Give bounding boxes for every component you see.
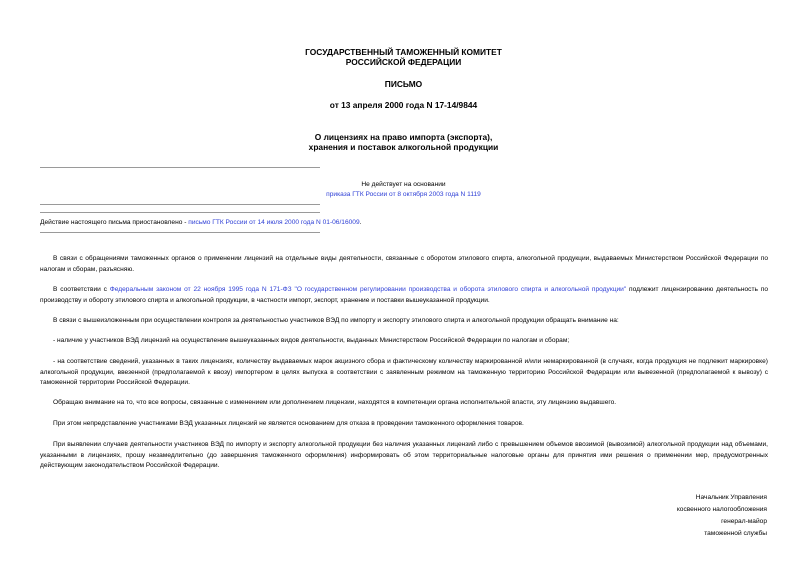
document-title-line-1: О лицензиях на право импорта (экспорта), (314, 132, 493, 142)
status-notice-link[interactable]: приказа ГТК России от 8 октября 2003 года N 1119 (326, 191, 481, 198)
body-paragraph-3: В связи с вышеизложенным при осуществлении контроля за деятельностью участников ВЭД по импорту и экспорту этилового спирта и алкогольной продукции обращать внимание на: (53, 317, 619, 324)
paragraph-2-prefix: В соответствии с (53, 286, 110, 293)
suspension-suffix: . (359, 219, 362, 226)
issuer-line-1: ГОСУДАРСТВЕННЫЙ ТАМОЖЕННЫЙ КОМИТЕТ (305, 47, 502, 57)
divider-mid-1 (40, 204, 320, 205)
body-paragraph-4: - наличие у участников ВЭД лицензий на осуществление вышеуказанных видов деятельности, выданных Министерством Российской Федерации по налогам и сборам; (53, 337, 570, 344)
signature-line-3: генерал-майор (721, 518, 767, 525)
body-paragraph-5: - на соответствие сведений, указанных в таких лицензиях, количеству выдаваемых марок акцизного сбора и фактическому количеству маркированной и/или немаркированной (в случаях, когда продукция не подлежит маркировке) алкогольной продукции, ввезенной (предполагаемой к ввозу) импортером в целях выпуска в соответствии с заявленным режимом на таможенную территорию Российской Федерации или вывезенной (предполагаемой к вывозу) с таможенной территории Российской Федерации. (40, 358, 768, 386)
signature-line-4: таможенной службы (704, 530, 767, 537)
body-paragraph-6: Обращаю внимание на то, что все вопросы, связанные с изменением или дополнением лицензии, находятся в компетенции органа исполнительной власти, эту лицензию выдавшего. (53, 399, 617, 406)
body-paragraph-1: В связи с обращениями таможенных органов о применении лицензий на отдельные виды деятельности, связанные с оборотом этилового спирта, алкогольной продукции, выдаваемых Министерством Российской Федерации по налогам и сборам, разъясняю. (40, 255, 768, 273)
issuer-line-2: РОССИЙСКОЙ ФЕДЕРАЦИИ (345, 57, 462, 67)
suspension-prefix: Действие настоящего письма приостановлено - (40, 219, 189, 226)
signature-line-1: Начальник Управления (695, 494, 767, 501)
suspension-notice (40, 218, 361, 228)
signature-block (677, 492, 767, 540)
divider-bottom (40, 232, 320, 233)
federal-law-link[interactable]: Федеральным законом от 22 ноября 1995 года N 171-ФЗ "О государственном регулировании производства и оборота этилового спирта и алкогольной продукции" (109, 286, 627, 293)
body-paragraph-8: При выявлении случаев деятельности участников ВЭД по импорту и экспорту алкогольной продукции без наличия указанных лицензий либо с превышением объемов ввозимой (вывозимой) алкогольной продукции над объемами, указанными в лицензиях, прошу незамедлительно (до завершения таможенного оформления) информировать об этом территориальные налоговые органы для принятия ими решения о применении мер, предусмотренных действующим законодательством Российской Федерации. (40, 441, 768, 469)
body-paragraph-7: При этом непредставление участниками ВЭД указанных лицензий не является основанием для отказа в проведении таможенного оформления товаров. (53, 420, 524, 427)
divider-mid-2 (40, 212, 320, 213)
document-date-number: от 13 апреля 2000 года N 17-14/9844 (329, 100, 478, 110)
status-notice-link-wrap (0, 190, 807, 200)
document-title-line-2: хранения и поставок алкогольной продукции (308, 142, 499, 152)
document-type: ПИСЬМО (384, 79, 423, 89)
paragraph-2-suffix: подлежит лицензированию деятельность по производству и обороту этилового спирта и алкогольной продукции, в частности импорт, экспорт, хранение и поставки вышеуказанной продукции. (40, 286, 768, 304)
divider-top (40, 167, 320, 168)
signature-line-2: косвенного налогообложения (676, 506, 767, 513)
status-notice-text: Не действует на основании (361, 181, 446, 188)
body-paragraph-2 (40, 285, 768, 306)
suspension-link[interactable]: письмо ГТК России от 14 июля 2000 года N 01-06/16009 (188, 219, 360, 226)
